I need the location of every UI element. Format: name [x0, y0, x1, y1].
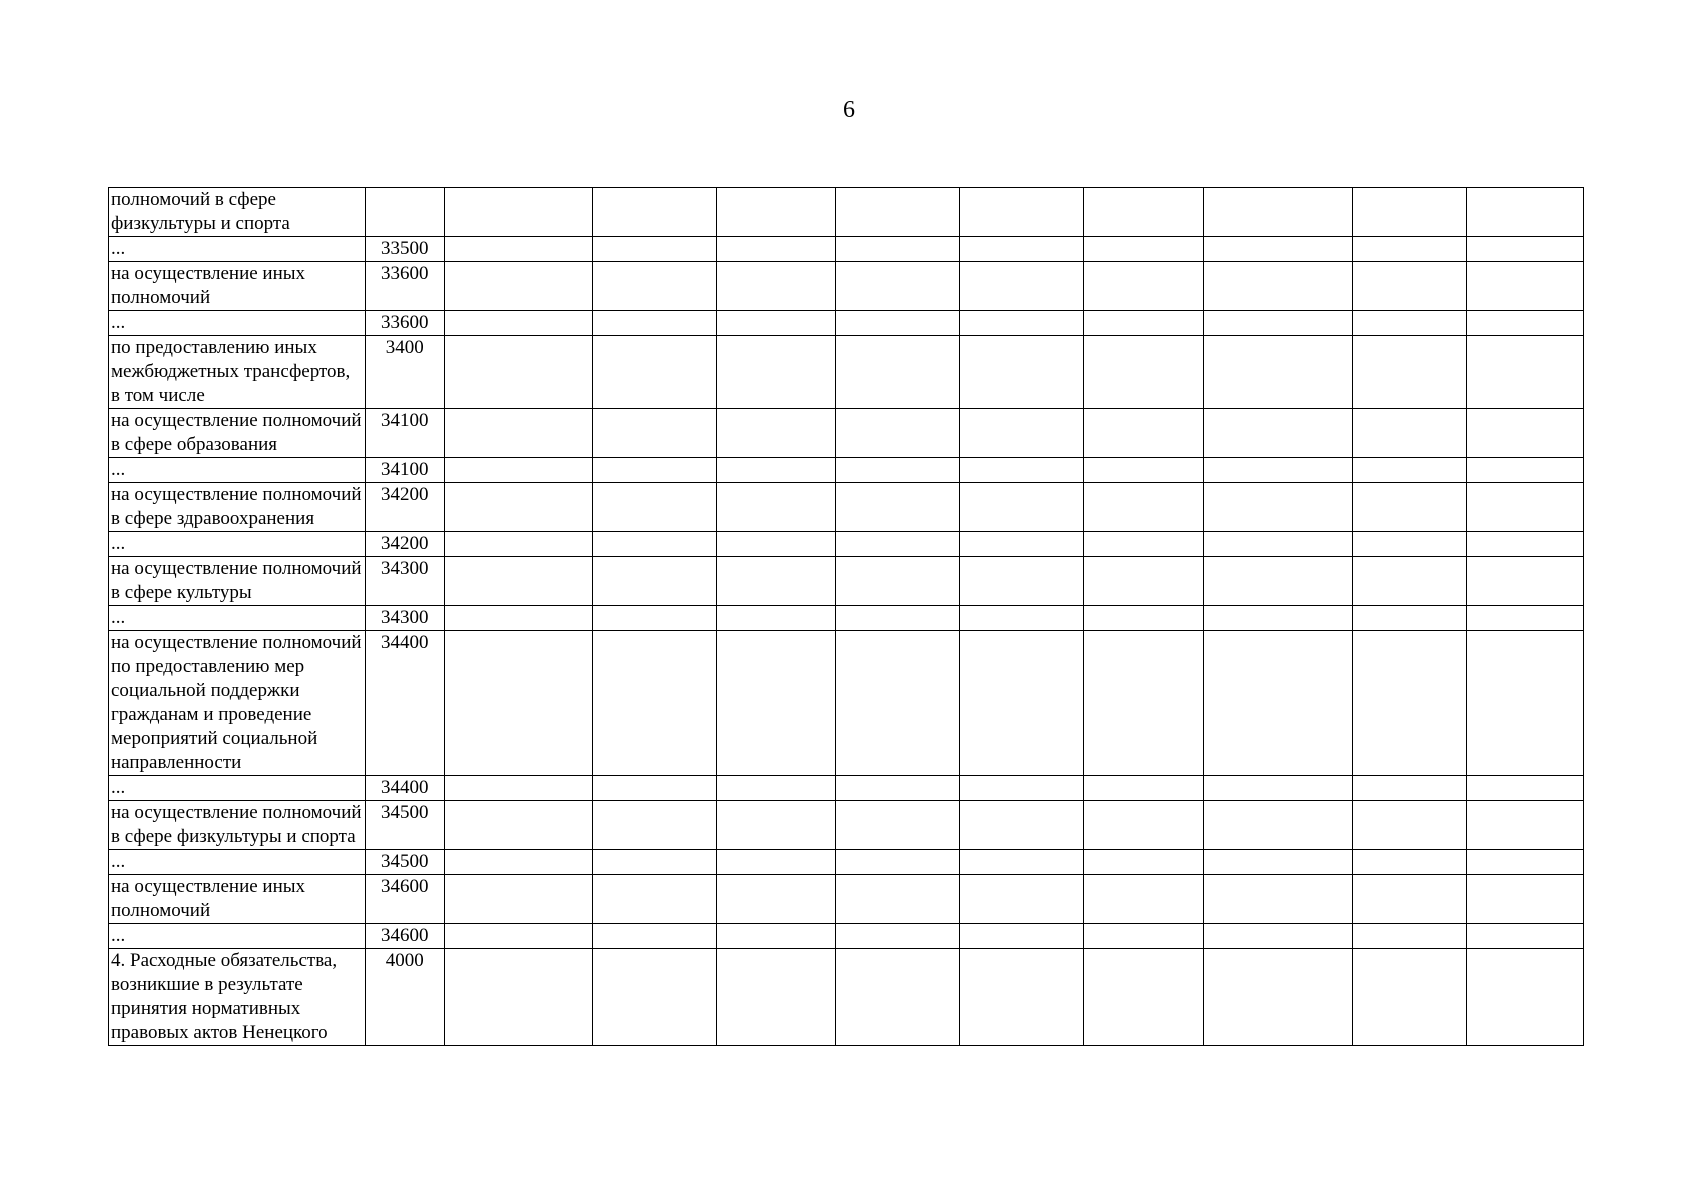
empty-value-cell — [1352, 262, 1466, 311]
empty-value-cell — [959, 532, 1083, 557]
empty-value-cell — [716, 606, 835, 631]
empty-value-cell — [444, 458, 592, 483]
empty-value-cell — [1352, 875, 1466, 924]
empty-value-cell — [444, 801, 592, 850]
row-code-cell: 33500 — [365, 237, 444, 262]
empty-value-cell — [592, 483, 716, 532]
empty-value-cell — [1084, 949, 1204, 1046]
empty-value-cell — [1466, 336, 1583, 409]
empty-value-cell — [1084, 237, 1204, 262]
empty-value-cell — [835, 801, 959, 850]
empty-value-cell — [1084, 483, 1204, 532]
table-row — [109, 801, 1584, 850]
table-row — [109, 483, 1584, 532]
empty-value-cell — [592, 776, 716, 801]
empty-value-cell — [835, 850, 959, 875]
table-row — [109, 532, 1584, 557]
empty-value-cell — [1084, 188, 1204, 237]
empty-value-cell — [592, 924, 716, 949]
empty-value-cell — [835, 237, 959, 262]
empty-value-cell — [1352, 311, 1466, 336]
empty-value-cell — [716, 483, 835, 532]
empty-value-cell — [1466, 483, 1583, 532]
empty-value-cell — [959, 924, 1083, 949]
empty-value-cell — [444, 237, 592, 262]
empty-value-cell — [835, 409, 959, 458]
empty-value-cell — [835, 557, 959, 606]
empty-value-cell — [444, 631, 592, 776]
empty-value-cell — [959, 850, 1083, 875]
empty-value-cell — [1084, 557, 1204, 606]
empty-value-cell — [1466, 850, 1583, 875]
empty-value-cell — [1084, 336, 1204, 409]
empty-value-cell — [444, 606, 592, 631]
empty-value-cell — [444, 875, 592, 924]
empty-value-cell — [959, 557, 1083, 606]
row-name-cell: на осуществление полномочий в сфере культуры — [109, 557, 366, 606]
empty-value-cell — [835, 458, 959, 483]
empty-value-cell — [1204, 850, 1353, 875]
empty-value-cell — [592, 311, 716, 336]
empty-value-cell — [1084, 458, 1204, 483]
table-row — [109, 188, 1584, 237]
empty-value-cell — [1204, 483, 1353, 532]
empty-value-cell — [959, 409, 1083, 458]
empty-value-cell — [1352, 631, 1466, 776]
row-name-cell: на осуществление полномочий в сфере здравоохранения — [109, 483, 366, 532]
empty-value-cell — [716, 776, 835, 801]
row-code-cell: 34600 — [365, 924, 444, 949]
empty-value-cell — [1204, 237, 1353, 262]
empty-value-cell — [1084, 311, 1204, 336]
empty-value-cell — [959, 801, 1083, 850]
empty-value-cell — [1084, 606, 1204, 631]
row-code-cell: 34600 — [365, 875, 444, 924]
empty-value-cell — [592, 237, 716, 262]
row-name-cell: на осуществление иных полномочий — [109, 875, 366, 924]
empty-value-cell — [592, 801, 716, 850]
empty-value-cell — [1466, 875, 1583, 924]
empty-value-cell — [959, 237, 1083, 262]
empty-value-cell — [1204, 776, 1353, 801]
row-code-cell: 34400 — [365, 776, 444, 801]
table-row — [109, 949, 1584, 1046]
empty-value-cell — [1204, 188, 1353, 237]
empty-value-cell — [1084, 262, 1204, 311]
empty-value-cell — [1204, 458, 1353, 483]
empty-value-cell — [1204, 532, 1353, 557]
empty-value-cell — [1204, 262, 1353, 311]
empty-value-cell — [592, 850, 716, 875]
empty-value-cell — [592, 949, 716, 1046]
empty-value-cell — [444, 949, 592, 1046]
page-number: 6 — [843, 97, 855, 123]
table-row — [109, 606, 1584, 631]
table-row — [109, 311, 1584, 336]
empty-value-cell — [835, 949, 959, 1046]
row-name-cell: на осуществление полномочий в сфере образования — [109, 409, 366, 458]
row-code-cell — [365, 188, 444, 237]
empty-value-cell — [716, 311, 835, 336]
row-name-cell: ... — [109, 850, 366, 875]
table-row — [109, 850, 1584, 875]
empty-value-cell — [1084, 532, 1204, 557]
row-name-cell: ... — [109, 532, 366, 557]
empty-value-cell — [959, 875, 1083, 924]
empty-value-cell — [592, 606, 716, 631]
empty-value-cell — [716, 409, 835, 458]
row-code-cell: 34100 — [365, 409, 444, 458]
empty-value-cell — [1352, 606, 1466, 631]
row-code-cell: 34400 — [365, 631, 444, 776]
empty-value-cell — [716, 949, 835, 1046]
empty-value-cell — [959, 606, 1083, 631]
empty-value-cell — [1084, 631, 1204, 776]
empty-value-cell — [835, 532, 959, 557]
empty-value-cell — [1084, 409, 1204, 458]
empty-value-cell — [1352, 776, 1466, 801]
obligations-table-grid — [108, 187, 1584, 1046]
empty-value-cell — [592, 631, 716, 776]
empty-value-cell — [716, 875, 835, 924]
empty-value-cell — [1352, 336, 1466, 409]
row-name-cell: 4. Расходные обязательства, возникшие в результате принятия нормативных правовых актов Ненецкого — [109, 949, 366, 1046]
empty-value-cell — [716, 188, 835, 237]
empty-value-cell — [444, 532, 592, 557]
row-name-cell: по предоставлению иных межбюджетных трансфертов, в том числе — [109, 336, 366, 409]
empty-value-cell — [1466, 606, 1583, 631]
empty-value-cell — [835, 606, 959, 631]
empty-value-cell — [1466, 631, 1583, 776]
empty-value-cell — [716, 557, 835, 606]
empty-value-cell — [716, 924, 835, 949]
empty-value-cell — [444, 262, 592, 311]
empty-value-cell — [716, 850, 835, 875]
row-code-cell: 33600 — [365, 311, 444, 336]
empty-value-cell — [1352, 924, 1466, 949]
empty-value-cell — [959, 336, 1083, 409]
row-name-cell: ... — [109, 458, 366, 483]
row-code-cell: 34200 — [365, 532, 444, 557]
empty-value-cell — [444, 188, 592, 237]
row-code-cell: 33600 — [365, 262, 444, 311]
empty-value-cell — [835, 776, 959, 801]
empty-value-cell — [835, 188, 959, 237]
empty-value-cell — [1466, 237, 1583, 262]
row-name-cell: ... — [109, 776, 366, 801]
empty-value-cell — [1466, 188, 1583, 237]
empty-value-cell — [1466, 262, 1583, 311]
empty-value-cell — [444, 924, 592, 949]
empty-value-cell — [444, 336, 592, 409]
empty-value-cell — [835, 631, 959, 776]
empty-value-cell — [1352, 483, 1466, 532]
empty-value-cell — [1204, 336, 1353, 409]
empty-value-cell — [1084, 875, 1204, 924]
empty-value-cell — [716, 801, 835, 850]
table-row — [109, 336, 1584, 409]
empty-value-cell — [716, 336, 835, 409]
empty-value-cell — [1466, 949, 1583, 1046]
empty-value-cell — [835, 924, 959, 949]
table-body — [109, 188, 1584, 1046]
empty-value-cell — [1466, 458, 1583, 483]
empty-value-cell — [1466, 409, 1583, 458]
row-code-cell: 34100 — [365, 458, 444, 483]
empty-value-cell — [959, 631, 1083, 776]
empty-value-cell — [716, 458, 835, 483]
row-code-cell: 34500 — [365, 850, 444, 875]
empty-value-cell — [1204, 606, 1353, 631]
empty-value-cell — [592, 875, 716, 924]
empty-value-cell — [1352, 801, 1466, 850]
empty-value-cell — [1352, 409, 1466, 458]
empty-value-cell — [716, 262, 835, 311]
empty-value-cell — [1466, 557, 1583, 606]
empty-value-cell — [592, 188, 716, 237]
empty-value-cell — [1204, 875, 1353, 924]
row-name-cell: на осуществление иных полномочий — [109, 262, 366, 311]
empty-value-cell — [1084, 801, 1204, 850]
row-code-cell: 34300 — [365, 606, 444, 631]
row-name-cell: на осуществление полномочий в сфере физкультуры и спорта — [109, 801, 366, 850]
empty-value-cell — [592, 336, 716, 409]
empty-value-cell — [835, 336, 959, 409]
empty-value-cell — [959, 188, 1083, 237]
row-code-cell: 34200 — [365, 483, 444, 532]
row-code-cell: 34500 — [365, 801, 444, 850]
row-name-cell: ... — [109, 924, 366, 949]
row-code-cell: 34300 — [365, 557, 444, 606]
empty-value-cell — [1352, 458, 1466, 483]
empty-value-cell — [1084, 924, 1204, 949]
empty-value-cell — [1204, 924, 1353, 949]
empty-value-cell — [1204, 557, 1353, 606]
empty-value-cell — [716, 237, 835, 262]
empty-value-cell — [444, 311, 592, 336]
empty-value-cell — [592, 458, 716, 483]
empty-value-cell — [1204, 631, 1353, 776]
empty-value-cell — [959, 776, 1083, 801]
empty-value-cell — [959, 949, 1083, 1046]
empty-value-cell — [1352, 532, 1466, 557]
empty-value-cell — [1352, 237, 1466, 262]
obligations-table — [108, 187, 1584, 1046]
empty-value-cell — [1352, 557, 1466, 606]
empty-value-cell — [1084, 850, 1204, 875]
empty-value-cell — [959, 311, 1083, 336]
table-row — [109, 557, 1584, 606]
empty-value-cell — [959, 483, 1083, 532]
table-row — [109, 237, 1584, 262]
empty-value-cell — [959, 262, 1083, 311]
empty-value-cell — [1352, 850, 1466, 875]
empty-value-cell — [444, 483, 592, 532]
table-row — [109, 262, 1584, 311]
empty-value-cell — [592, 262, 716, 311]
empty-value-cell — [835, 262, 959, 311]
row-code-cell: 3400 — [365, 336, 444, 409]
empty-value-cell — [1466, 532, 1583, 557]
empty-value-cell — [1204, 949, 1353, 1046]
empty-value-cell — [592, 409, 716, 458]
empty-value-cell — [1352, 188, 1466, 237]
empty-value-cell — [716, 631, 835, 776]
table-row — [109, 924, 1584, 949]
row-name-cell: полномочий в сфере физкультуры и спорта — [109, 188, 366, 237]
empty-value-cell — [1204, 801, 1353, 850]
empty-value-cell — [592, 557, 716, 606]
table-row — [109, 875, 1584, 924]
row-name-cell: на осуществление полномочий по предоставлению мер социальной поддержки гражданам и проведение мероприятий социальной направленности — [109, 631, 366, 776]
empty-value-cell — [835, 311, 959, 336]
empty-value-cell — [716, 532, 835, 557]
table-row — [109, 458, 1584, 483]
table-row — [109, 776, 1584, 801]
empty-value-cell — [1466, 924, 1583, 949]
empty-value-cell — [1466, 801, 1583, 850]
empty-value-cell — [444, 850, 592, 875]
empty-value-cell — [835, 875, 959, 924]
empty-value-cell — [444, 776, 592, 801]
empty-value-cell — [1466, 776, 1583, 801]
empty-value-cell — [444, 409, 592, 458]
empty-value-cell — [592, 532, 716, 557]
row-code-cell: 4000 — [365, 949, 444, 1046]
empty-value-cell — [1466, 311, 1583, 336]
empty-value-cell — [1084, 776, 1204, 801]
empty-value-cell — [1352, 949, 1466, 1046]
table-row — [109, 631, 1584, 776]
empty-value-cell — [1204, 311, 1353, 336]
row-name-cell: ... — [109, 237, 366, 262]
row-name-cell: ... — [109, 606, 366, 631]
empty-value-cell — [835, 483, 959, 532]
row-name-cell: ... — [109, 311, 366, 336]
table-row — [109, 409, 1584, 458]
empty-value-cell — [959, 458, 1083, 483]
empty-value-cell — [1204, 409, 1353, 458]
empty-value-cell — [444, 557, 592, 606]
